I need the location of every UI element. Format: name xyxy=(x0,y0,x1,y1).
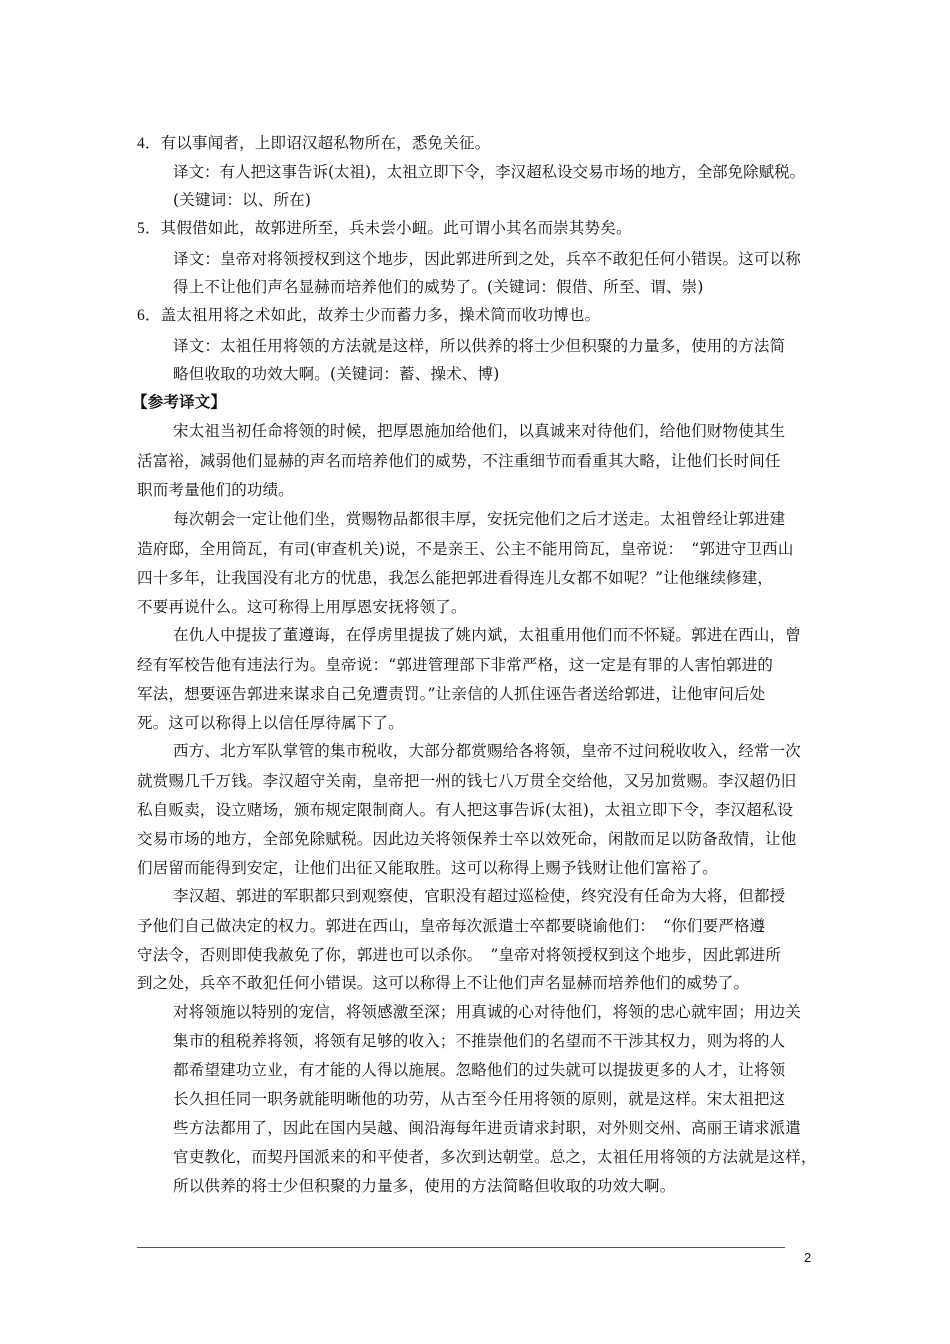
page-number: 2 xyxy=(804,1250,812,1265)
translation-line: 都希望建功立业，有才能的人得以施展。忽略他们的过失就可以提拔更多的人才，让将领 xyxy=(173,1061,786,1079)
item-4-original: 4．有以事闻者，上即诏汉超私物所在，悉免关征。 xyxy=(137,135,491,152)
translation-line: 不要再说什么。这可称得上用厚恩安抚将领了。 xyxy=(137,598,467,616)
item-5-translation-line-1: 译文：皇帝对将领授权到这个地步，因此郭进所到之处，兵卒不敢犯任何小错误。这可以称 xyxy=(173,250,802,268)
translation-line: 集市的租税养将领，将领有足够的收入；不推崇他们的名望而不干涉其权力，则为将的人 xyxy=(173,1032,786,1050)
translation-line: 职而考量他们的功绩。 xyxy=(137,481,295,499)
translation-line: 活富裕，减弱他们显赫的声名而培养他们的威势，不注重细节而看重其大略，让他们长时间任 xyxy=(137,452,781,470)
translation-line: 对将领施以特别的宠信，将领感激至深；用真诚的心对待他们，将领的忠心就牢固；用边关 xyxy=(173,1003,802,1021)
translation-line: 李汉超、郭进的军职都只到观察使，官职没有超过巡检使，终究没有任命为大将，但都授 xyxy=(173,887,786,905)
translation-line: 守法令，否则即使我赦免了你，郭进也可以杀你。 ”皇帝对将领授权到这个地步，因此郭进所 xyxy=(137,946,782,964)
translation-line: 就赏赐几千万钱。李汉超守关南，皇帝把一州的钱七八万贯全交给他，又另加赏赐。李汉超仍旧 xyxy=(137,772,797,790)
item-5-translation-line-2: 得上不让他们声名显赫而培养他们的威势了。(关键词：假借、所至、谓、崇) xyxy=(173,278,704,296)
item-5-original: 5．其假借如此，故郭进所至，兵未尝小衄。此可谓小其名而崇其势矣。 xyxy=(137,220,632,237)
translation-line: 长久担任同一职务就能明晰他的功劳，从古至今任用将领的原则，就是这样。宋太祖把这 xyxy=(173,1090,786,1108)
translation-line: 西方、北方军队掌管的集市税收，大部分都赏赐给各将领，皇帝不过问税收收入，经常一次 xyxy=(173,742,802,760)
footer-rule xyxy=(137,1247,785,1248)
item-6-translation-line-2: 略但收取的功效大啊。(关键词：蓄、操术、博) xyxy=(173,365,500,383)
item-4-translation-line-1: 译文：有人把这事告诉(太祖)，太祖立即下令，李汉超私设交易市场的地方，全部免除赋税。 xyxy=(173,163,806,181)
item-6-translation-line-1: 译文：太祖任用将领的方法就是这样，所以供养的将士少但积聚的力量多，使用的方法简 xyxy=(173,337,786,355)
translation-line: 军法，想要诬告郭进来谋求自己免遭责罚。”让亲信的人抓住诬告者送给郭进，让他审问后处 xyxy=(137,685,766,703)
item-6-original: 6．盖太祖用将之术如此，故养士少而蓄力多，操术简而收功博也。 xyxy=(137,307,601,324)
translation-line: 们居留而能得到安定，让他们出征又能取胜。这可以称得上赐予钱财让他们富裕了。 xyxy=(137,859,718,877)
translation-line: 私自贩卖，设立赌场，颁布规定限制商人。有人把这事告诉(太祖)，太祖立即下令，李汉超私设 xyxy=(137,801,794,819)
translation-line: 予他们自己做决定的权力。郭进在西山，皇帝每次派遣士卒都要晓谕他们： “你们要严格遵 xyxy=(137,917,766,935)
translation-line: 四十多年，让我国没有北方的忧患，我怎么能把郭进看得连儿女都不如呢？”让他继续修建， xyxy=(137,569,774,587)
translation-line: 官吏教化，而契丹国派来的和平使者，多次到达朝堂。总之，太祖任用将领的方法就是这样， xyxy=(173,1148,817,1166)
translation-line: 造府邸，全用筒瓦，有司(审查机关)说，不是亲王、公主不能用筒瓦，皇帝说： “郭进守卫西山 xyxy=(137,540,794,558)
section-heading: 【参考译文】 xyxy=(132,392,227,411)
item-4-keywords: (关键词：以、所在) xyxy=(173,191,312,209)
translation-line: 些方法都用了，因此在国内吴越、闽沿海每年进贡请求封职，对外则交州、高丽王请求派遣 xyxy=(173,1119,802,1137)
translation-line: 交易市场的地方，全部免除赋税。因此边关将领保养士卒以效死命，闲散而足以防备敌情，让他 xyxy=(137,830,797,848)
translation-line: 死。这可以称得上以信任厚待属下了。 xyxy=(137,714,404,732)
translation-line: 在仇人中提拔了董遵诲，在俘虏里提拔了姚内斌，太祖重用他们而不怀疑。郭进在西山，曾 xyxy=(173,626,802,644)
translation-line: 所以供养的将士少但积聚的力量多，使用的方法简略但收取的功效大啊。 xyxy=(173,1177,676,1195)
translation-line: 每次朝会一定让他们坐，赏赐物品都很丰厚，安抚完他们之后才送走。太祖曾经让郭进建 xyxy=(173,510,786,528)
translation-line: 经有军校告他有违法行为。皇帝说：“郭进管理部下非常严格，这一定是有罪的人害怕郭进的 xyxy=(137,656,774,674)
translation-line: 宋太祖当初任命将领的时候，把厚恩施加给他们，以真诚来对待他们，给他们财物使其生 xyxy=(173,422,786,440)
translation-line: 到之处，兵卒不敢犯任何小错误。这可以称得上不让他们声名显赫而培养他们的威势了。 xyxy=(137,974,750,992)
